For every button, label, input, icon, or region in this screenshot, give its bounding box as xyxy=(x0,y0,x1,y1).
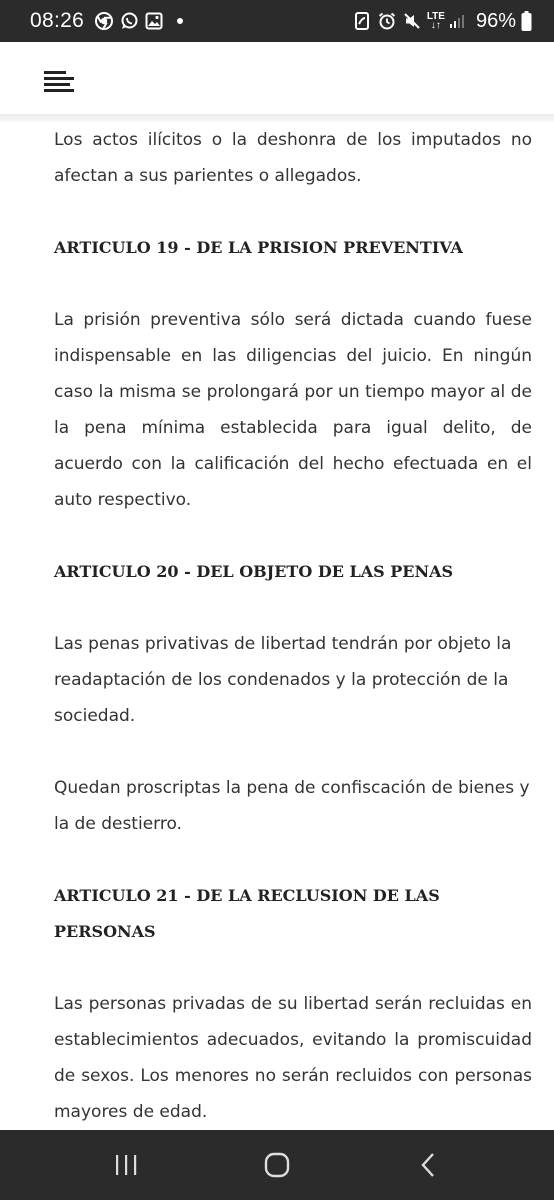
hamburger-menu-icon[interactable] xyxy=(44,71,74,93)
navigation-bar xyxy=(0,1130,554,1200)
article-19-heading: ARTICULO 19 - DE LA PRISION PREVENTIVA xyxy=(54,238,463,257)
alarm-icon xyxy=(377,11,397,31)
article-21-heading: ARTICULO 21 - DE LA RECLUSION DE LAS PERSONAS xyxy=(54,886,440,941)
status-right xyxy=(352,10,532,33)
mute-icon xyxy=(402,11,422,31)
battery-percentage: 96% xyxy=(475,9,516,32)
status-time: 08:26 xyxy=(30,9,85,32)
back-icon[interactable] xyxy=(398,1145,458,1185)
header-divider xyxy=(0,114,554,122)
network-type: LTE xyxy=(426,11,445,22)
paragraph-20b: Quedan proscriptas la pena de confiscación de bienes y la de destierro. xyxy=(54,778,530,834)
article-20-heading: ARTICULO 20 - DEL OBJETO DE LAS PENAS xyxy=(54,562,454,581)
signal-icon xyxy=(447,11,467,31)
paragraph-21: Las personas privadas de su libertad serán recluidas en establecimientos adecuados, evitando la promiscuidad de sexos. Los menores no serán recluidos con personas mayores de edad. xyxy=(54,994,532,1122)
status-left xyxy=(30,9,183,33)
lte-icon: LTE ↓↑ xyxy=(426,11,445,31)
gallery-icon xyxy=(144,11,164,31)
app-header xyxy=(0,48,554,114)
home-icon[interactable] xyxy=(247,1145,307,1185)
whatsapp-icon xyxy=(119,11,139,31)
paragraph-18-end: Los actos ilícitos o la deshonra de los imputados no afectan a sus parientes o allegados. xyxy=(54,130,532,186)
recent-apps-icon[interactable] xyxy=(96,1145,156,1185)
notification-dot-icon xyxy=(177,18,183,24)
chrome-icon xyxy=(94,11,114,31)
status-bar xyxy=(0,0,554,42)
battery-icon xyxy=(520,11,532,31)
paragraph-20a: Las penas privativas de libertad tendrán por objeto la readaptación de los condenados y la protección de la sociedad. xyxy=(54,634,512,726)
article-content xyxy=(54,122,532,1130)
paragraph-19: La prisión preventiva sólo será dictada cuando fuese indispensable en las diligencias del juicio. En ningún caso la misma se prolongará por un tiempo mayor al de la pena mínima establecida para igual delito, de acuerdo con la calificación del hecho efectuada en el auto respectivo. xyxy=(54,310,532,510)
nfc-icon xyxy=(352,11,372,31)
